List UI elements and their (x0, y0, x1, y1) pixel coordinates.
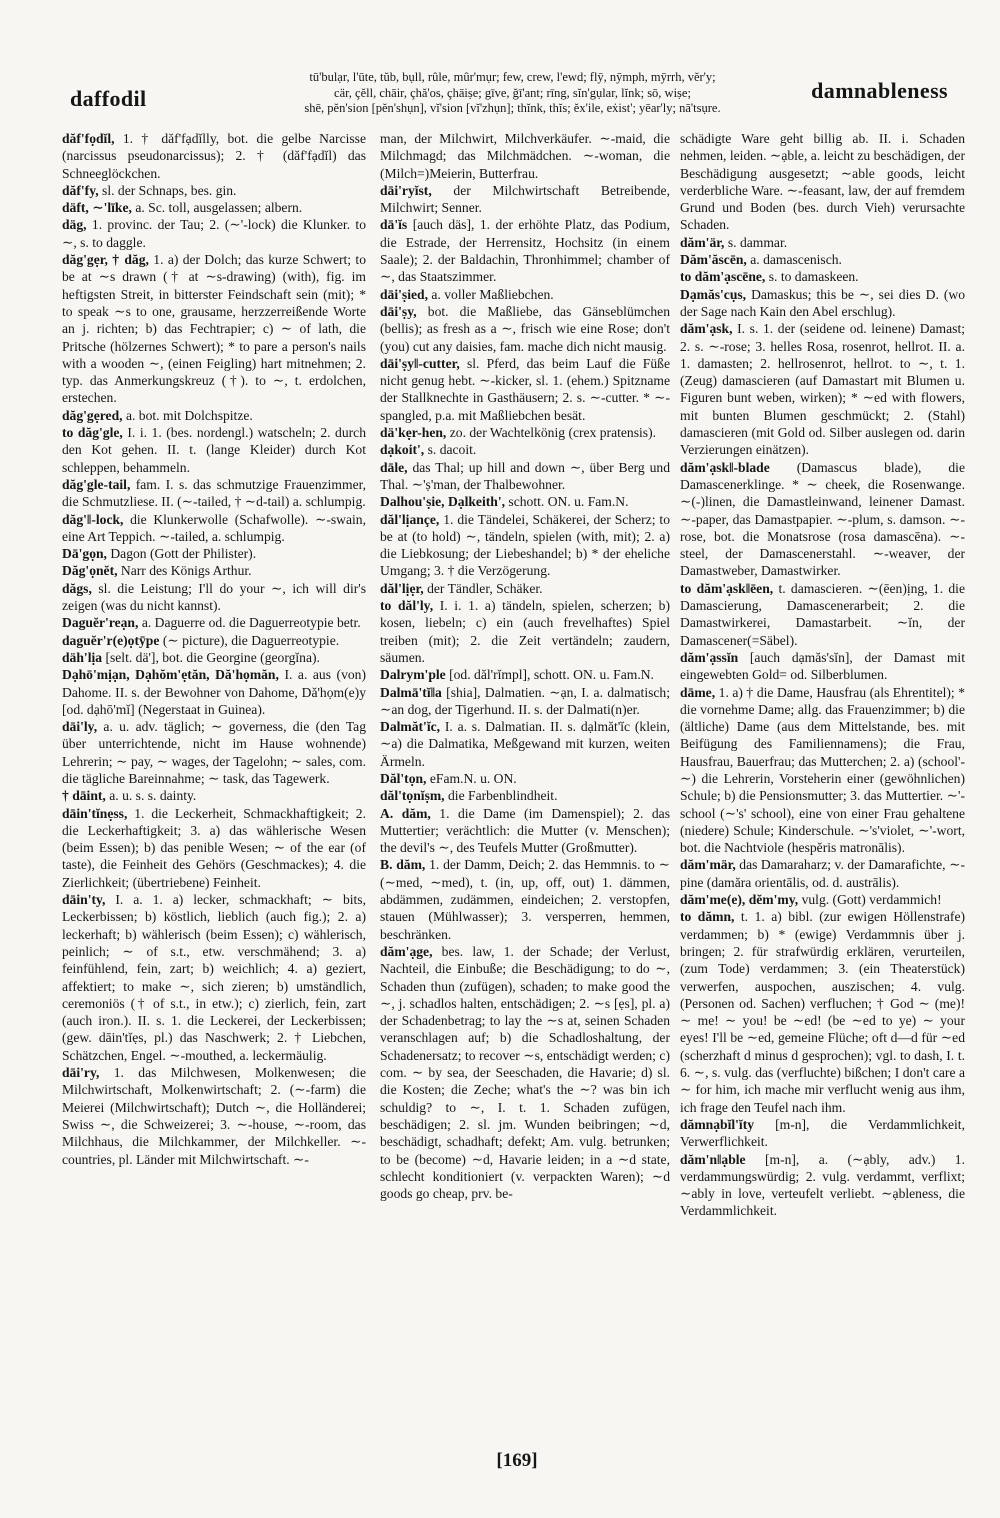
definition: sl. der Schnaps, bes. gin. (102, 182, 237, 198)
dictionary-entry (380, 856, 670, 942)
definition: vulg. (Gott) verdammich! (801, 892, 942, 908)
definition: Dagon (Gott der Philister). (110, 546, 257, 562)
definition: t. 1. a) bibl. (zur ewigen Höllenstrafe) verdammen; b) * (ewige) Verdammnis über j. bringen; 2. für strafwürdig erklären, verurteilen, (zum Tode) verdammen; 3. (ein Theaterstück) verwerfen, auspochen, auszischen; 4. vulg. (Personen od. Sachen) verfluchen; † God ∼ (me)! ∼ me! ∼ you! be ∼ed! (be ∼ed to ye) ∼ your eyes! I'll be ∼ed, gemeine Flüche; oft d—d für ∼ed (scherzhaft d minus d gesprochen); vgl. to dash, I. t. 6. ∼, s. vulg. das (verfluchte) bißchen; I don't care a ∼ for him, ich mache mir verflucht wenig aus ihm, ich frage den Teufel nach ihm. (680, 909, 965, 1115)
headword: dä'kẹr-hen, (380, 425, 447, 441)
dictionary-entry (380, 459, 670, 494)
headword: dăf'fọdĭl, (62, 131, 115, 146)
headword: dāi'ry, (62, 1065, 100, 1081)
pronunciation-key-line: cär, çĕll, chāir, çhă'os, çhāiṣe; gīve, ğī'ant; rīng, sĭn'gụlar, lĭnk; sō, wiṣe; (334, 85, 691, 100)
guide-word-right: damnableness (811, 78, 948, 103)
definition: a. bot. mit Dolchspitze. (125, 407, 253, 423)
headword: Dalmā'tĭ‖a (380, 684, 442, 700)
definition: I. a. 1. a) lecker, schmackhaft; ∼ bits, Leckerbissen; b) köstlich, lieblich (auch fig.); 2. a) leckerhaft; b) wählerisch (beim Essen); c) wählerisch, peinlich; ∼ of s.t., etw. verschmähend; 3. a) feinfühlend, fein, zart; b) weichlich; 4. a) geziert, affektiert; to make ∼, sich zieren; b) umständlich, ceremoniös († of s.t., in etw.); c) zierlich, fein, zart (auch iron.). II. s. 1. die Leckerei, der Leckerbissen; (gew. dāin'tĭẹs, pl.) das Naschwerk; 2. † Liebchen, Schätzchen, Engel. ∼-mouthed, a. leckermäulig. (62, 892, 366, 1063)
definition: I. a. s. Dalmatian. II. s. dạlmăt'ĭc (klein, ∼a) die Dalmatika, Meßgewand mit kurzen, weiten Ärmeln. (380, 719, 670, 769)
dictionary-entry (380, 787, 670, 804)
dictionary-entry (680, 251, 965, 268)
dictionary-entry (680, 320, 965, 458)
headword: däg, (62, 217, 87, 233)
headword: Dạhō'mịạn, Dạhŏm'ẹtăn, Dă'họmăn, (62, 667, 279, 683)
headword: dăm'ạssĭn (680, 649, 739, 665)
definition: schädigte Ware geht billig ab. II. i. Schaden nehmen, leiden. ∼ạble, a. leicht zu beschädigen, der Beschädigung ausgesetzt; ∼able goods, leicht verderbliche Ware. ∼-feasant, law, der auf fremdem Grund und Boden (bes. durch Vieh) verursachte Schaden. (680, 131, 965, 233)
definition: [m-n], die Verdammlichkeit, Verwerflichkeit. (680, 1116, 965, 1150)
definition: 1. die Tändelei, Schäkerei, der Scherz; to be at (to hold) ∼, tändeln, spielen (with, mit); 2. a) die Liebkosung; der Liebeshandel; b) * der eheliche Umgang; 3. † die Verzögerung. (380, 511, 670, 579)
headword: Dăm'ăscēn, (680, 252, 747, 268)
headword: dăgs, (62, 580, 92, 596)
definition: a. u. adv. täglich; ∼ governess, die (den Tag über unterrichtende, nicht im Hause wohnende) Lehrerin; ∼ pay, ∼ wages, der Tagelohn; ∼ sales, com. die tägliche Bareinnahme; ∼ task, das Tagewerk. (62, 719, 366, 786)
dictionary-entry (62, 562, 366, 579)
guide-word-left: daffodil (70, 86, 147, 111)
headword: to dămn, (680, 909, 735, 925)
definition: 1. das Milchwesen, Molkenwesen; die Milchwirtschaft, Molkenwirtschaft; 2. (∼-farm) die Meierei (Milchwirtschaft); Dutch ∼, die Holländerei; Swiss ∼, die Schweizerei; 3. ∼-house, ∼-room, das Milchhaus, die Milchkammer, der Milchkeller. ∼-countries, pl. Länder mit Milchwirtschaft. ∼- (62, 1065, 366, 1167)
headword: dăf'fy, (62, 182, 99, 198)
dictionary-entry (680, 649, 965, 684)
definition: [auch dạmăs'sĭn], der Damast mit eingewebten Gold= od. Silberblumen. (680, 649, 965, 683)
headword: to dăg'gle, (62, 425, 123, 441)
definition: [shia], Dalmatien. ∼ạn, I. a. dalmatisch; ∼an dog, der Tigerhund. II. s. der Dalmati(n)er. (380, 684, 670, 717)
headword: dăm'ạsk, (680, 321, 733, 337)
column-middle (380, 130, 670, 1444)
headword: A. dăm, (380, 805, 431, 821)
definition: [od. dăl'rĭmpl], schott. ON. u. Fam.N. (449, 667, 654, 683)
definition: 1. a) der Dolch; das kurze Schwert; to be at ∼s drawn († at ∼s-drawing) (with), fig. im heftigsten Streit, in bitterster Feindschaft sein (mit); * to speak ∼s to one, grausame, herzzerreißende Worte an j. richten; b) das Fechtrapier; c) ∼ of lath, die Pritsche (hölzernes Schwert); * to pare a person's nails with a wooden ∼, (einen Feigling) hart mitnehmen; 2. typ. das Anmerkungskreuz (†). to ∼, t. erdolchen, erstechen. (62, 252, 366, 406)
dictionary-entry (380, 286, 670, 303)
dictionary-entry (680, 234, 965, 251)
dictionary-entry (62, 632, 366, 649)
headword: Dalrym'ple (380, 667, 446, 683)
headword: dạkoit', (380, 442, 425, 458)
dictionary-entry (62, 805, 366, 891)
definition: bes. law, 1. der Schade; der Verlust, Nachteil, die Einbuße; die Beschädigung; to do ∼, Schaden thun (zufügen), schaden; to make good the ∼, j. schadlos halten, entschädigen; 2. ∼s [ẹs], pl. a) der Schadenbetrag; to lay the ∼s at, seinen Schaden veranschlagen auf; b) die Schadloshaltung, der Schadenersatz; to recover ∼s, entschädigt werden; c) com. ∼ by sea, der Seeschaden, die Havarie; d) sl. die Kosten; die Zeche; what's the ∼? was bin ich schuldig? to ∼, I. t. 1. Schaden zufügen, beschädigen; 2. sl. jm. Wunden beibringen; ∼d, beschädigt, schadhaft; defekt; Am. vulg. betrunken; to be (become) ∼d, Havarie leiden; in a ∼d state, schlecht konditioniert (v. verpackten Waren); ∼d goods go cheap, prv. be- (380, 943, 670, 1202)
dictionary-entry (62, 787, 366, 804)
headword: † dāint, (62, 788, 106, 804)
dictionary-entry (62, 580, 366, 615)
headword: dāin'ty, (62, 892, 106, 908)
dictionary-entry (62, 511, 366, 546)
column-right (680, 130, 965, 1444)
definition: t. damascieren. ∼(ēen)ịng, 1. die Damascierung, Damascenerarbeit; 2. die Damastwirkerei, Damastarbeit. ∼ĭn, der Damascener(=Säbel). (680, 580, 965, 648)
dictionary-entry (680, 684, 965, 857)
dictionary-entry (680, 268, 965, 285)
headword: Dalmăt'ĭc, (380, 719, 441, 735)
definition: I. i. 1. a) tändeln, spielen, scherzen; b) kosen, liebeln; c) ein (auch frevelhaftes) Spiel treiben (mit); 2. die Zeit vertändeln; zaudern, säumen. (380, 598, 670, 665)
definition: s. to damaskeen. (768, 269, 859, 285)
dictionary-entry (62, 199, 366, 216)
dictionary-entry (680, 856, 965, 891)
headword: Dăl'tọn, (380, 770, 427, 786)
definition: (∼ picture), die Daguerreotypie. (162, 632, 340, 648)
definition: s. dacoit. (427, 442, 477, 458)
dictionary-entry (62, 545, 366, 562)
dictionary-entry (62, 407, 366, 424)
headword: dăm'ạsk‖-blade (680, 459, 770, 475)
definition: a. u. s. s. dainty. (109, 788, 197, 804)
headword: Daguĕr'reạn, (62, 615, 139, 631)
dictionary-entry (680, 459, 965, 580)
dictionary-entry (380, 943, 670, 1202)
headword: dăl'lịançe, (380, 511, 440, 527)
definition: die Farbenblindheit. (448, 788, 558, 804)
headword: dāme, (680, 684, 716, 700)
dictionary-entry (380, 493, 670, 510)
definition: sl. die Leistung; I'll do your ∼, ich will dir's zeigen (was du nicht kannst). (62, 580, 366, 614)
pronunciation-key-line: shē, pĕn'sion [pĕn'shụn], vĭ'sion [vĭ'zhụn]; thĭnk, thĭs; ĕx'ile, eẋist'; yēar'ly; nā'tsụre. (304, 101, 721, 116)
headword: dăm'ạge, (380, 943, 433, 959)
headword: daguĕr'r(e)ọtȳpe (62, 632, 160, 648)
headword: to dăm'ạscēne, (680, 269, 766, 285)
dictionary-entry (62, 718, 366, 787)
entry-continuation (680, 130, 965, 234)
headword: dāi'ryĭst, (380, 182, 432, 198)
headword: to dăm'ạsk‖ēen, (680, 580, 774, 596)
headword: dăg'gle-tail, (62, 476, 131, 492)
definition: Damaskus; this be ∼, sei dies D. (wo der Sage nach Kain den Abel erschlug). (680, 286, 965, 319)
dictionary-entry (380, 511, 670, 580)
headword: dāi'ly, (62, 719, 98, 735)
pronunciation-key (225, 70, 800, 117)
definition: das Thal; up hill and down ∼, über Berg und Thal. ∼'ṣ'man, der Thalbewohner. (380, 459, 670, 492)
definition: [auch däs], 1. der erhöhte Platz, das Podium, die Estrade, der Herrensitz, Hochsitz (in einem Saale); 2. der Baldachin, Thronhimmel; chamber of ∼, das Staatszimmer. (380, 217, 670, 285)
definition: a. Sc. toll, ausgelassen; albern. (135, 200, 303, 216)
dictionary-entry (62, 424, 366, 476)
definition: zo. der Wachtelkönig (crex pratensis). (449, 425, 657, 441)
definition: I. s. 1. der (seidene od. leinene) Damast; 2. s. ∼-rose; 3. helles Rosa, rosenrot, hellrot. II. a. 1. damasten; 2. hellrosenrot, hellrot. to ∼, t. 1. (Zeug) damascieren (auf Damastart mit Blumen u. Figuren bunt weben, wirken); * ∼ed with flowers, mit bunten Blumen geschmückt; 2. (Stahl) damascieren (mit Gold od. Silber auslegen od. darin Verzierungen einätzen). (680, 321, 965, 458)
dictionary-entry (380, 580, 670, 597)
dictionary-entry (62, 1064, 366, 1168)
entry-continuation (380, 130, 670, 182)
headword: dăm'n‖ạble (680, 1151, 746, 1167)
definition: 1. die Leckerheit, Schmackhaftigkeit; 2. die Leckerhaftigkeit; 3. a) das wählerische Wesen (beim Essen); b) das penible Wesen; ∼ of the ear (of taste), die Feinheit des Gehörs (Geschmackes); 4. die Zierlichkeit; (übertriebene) Feinheit. (62, 805, 366, 890)
dictionary-entry (680, 891, 965, 908)
headword: Dā'gọn, (62, 546, 107, 562)
headword: Dăg'ọnĕt, (62, 563, 118, 579)
headword: dăg'gẹr, † dăg, (62, 252, 149, 268)
dictionary-entry (62, 891, 366, 1064)
headword: dāi'ṣy‖-cutter, (380, 355, 460, 371)
definition: 1. † dăf'fạdĭlly, bot. die gelbe Narcisse (narcissus pseudonarcissus); 2. † (dăf'fạdĭl) das Schneeglöckchen. (62, 131, 366, 181)
dictionary-entry (62, 182, 366, 199)
dictionary-entry (380, 355, 670, 424)
dictionary-entry (380, 303, 670, 355)
headword: dăm'me(e), dĕm'my, (680, 892, 799, 908)
dictionary-entry (62, 130, 366, 182)
headword: dāi'ṣied, (380, 286, 428, 302)
definition: I. i. 1. (bes. nordengl.) watscheln; 2. durch den Kot gehen. II. t. (lange Kleider) durch Kot schleppen, behammeln. (62, 425, 366, 475)
dictionary-entry (380, 216, 670, 285)
headword: dāi'ṣy, (380, 303, 417, 319)
dictionary-entry (380, 666, 670, 683)
dictionary-entry (380, 684, 670, 719)
definition: a. Daguerre od. die Daguerreotypie betr. (141, 615, 361, 631)
definition: s. dammar. (727, 234, 788, 250)
headword: to dăl'ly, (380, 598, 434, 614)
definition: Narr des Königs Arthur. (120, 563, 252, 579)
definition: der Tändler, Schäker. (427, 580, 543, 596)
dictionary-entry (62, 476, 366, 511)
dictionary-entry (62, 251, 366, 407)
headword: däh'lịa (62, 649, 103, 665)
definition: [selt. dä'], bot. die Georgine (georgĭna). (105, 649, 320, 665)
definition: sl. Pferd, das beim Lauf die Füße nicht genug hebt. ∼-kicker, sl. 1. (ehem.) Spitzname der Stallknechte in Gasthäusern; 2. s. ∼-cutter. * ∼-spangled, p.a. mit Maßliebchen besät. (380, 355, 670, 423)
headword: dăl'lịẹr, (380, 580, 424, 596)
definition: 1. die Dame (im Damenspiel); 2. das Muttertier; verächtlich: die Mutter (v. Menschen); the devil's ∼, des Teufels Mutter (Großmutter). (380, 805, 670, 856)
dictionary-entry (380, 770, 670, 787)
definition: 1. der Damm, Deich; 2. das Hemmnis. to ∼ (∼med, ∼med), t. (in, up, off, out) 1. dämmen, abdämmen, zudämmen, eindeichen; 2. verstopfen, stauen (Mühlwasser); 3. versperren, hemmen, beschränken. (380, 857, 670, 942)
definition: der Milchwirtschaft Betreibende, Milchwirt; Senner. (380, 182, 670, 216)
pronunciation-key-line: tū'bulạr, l'ūte, tŭb, bụll, rûle, mûr'mụr; few, crew, l'ewd; flȳ, nȳmph, mȳrrh, vĕr'y; (309, 70, 716, 84)
definition: bot. die Maßliebe, das Gänseblümchen (bellis); as fresh as a ∼, frisch wie eine Rose; don't (you) cut any daisies, fam. mache dich nicht mausig. (380, 303, 670, 354)
page-number: [169] (496, 1450, 538, 1471)
definition: man, der Milchwirt, Milchverkäufer. ∼-maid, die Milchmagd; das Milchmädchen. ∼-woman, die (Milch=)Meierin, Butterfrau. (380, 131, 670, 181)
dictionary-entry (380, 805, 670, 857)
definition: eFam.N. u. ON. (429, 770, 517, 786)
headword: dăl'tọnĭṣm, (380, 788, 445, 804)
column-left (62, 130, 366, 1444)
definition: (Damascus blade), die Damascenerklinge. * ∼ cheek, die Rosenwange. ∼(-)linen, die Damastleinwand, leinener Damast. ∼-paper, das Damastpapier. ∼-plum, s. damson. ∼-rose, bot. die Monatsrose (rosa damascēna). ∼-steel, der Damascenerstahl. ∼-weaver, der Damastweber, Damastwirker. (680, 459, 965, 579)
dictionary-entry (62, 666, 366, 718)
headword: dāle, (380, 459, 408, 475)
dictionary-entry (680, 580, 965, 649)
dictionary-entry (680, 1116, 965, 1151)
definition: [m-n], a. (∼ạbly, adv.) 1. verdammungswürdig; 2. vulg. verdammt, verflixt; ∼ably in love, verteufelt verliebt. ∼ạbleness, die Verdammlichkeit. (680, 1151, 965, 1219)
headword: Dạmăs'cụs, (680, 286, 747, 302)
headword: dăg'‖-lock, (62, 511, 124, 527)
headword: dā'ĭs (380, 217, 408, 233)
headword: Dalhou'ṣie, Dạlkeith', (380, 494, 506, 510)
dictionary-entry (380, 182, 670, 217)
definition: a. damascenisch. (750, 252, 842, 268)
definition: das Damaraharz; v. der Damarafichte, ∼-pine (damăra orientālis, od. d. austrālis). (680, 857, 965, 890)
dictionary-entry (380, 424, 670, 441)
headword: däft, ∼'līke, (62, 200, 132, 216)
dictionary-entry (62, 649, 366, 666)
definition: a. voller Maßliebchen. (431, 286, 554, 302)
dictionary-entry (380, 718, 670, 770)
dictionary-entry (680, 908, 965, 1116)
dictionary-entry (380, 597, 670, 666)
definition: die Klunkerwolle (Schafwolle). ∼-swain, eine Art Teppich. ∼-tailed, a. schlumpig. (62, 511, 366, 544)
headword: dăg'gẹred, (62, 407, 123, 423)
definition: I. a. aus (von) Dahome. II. s. der Bewohner von Dahome, Dă'họm(e)y [od. dạhō'mĭ] (Negerstaat in Guinea). (62, 667, 366, 717)
headword: dăm'mär, (680, 857, 736, 873)
headword: B. dăm, (380, 857, 426, 873)
definition: schott. ON. u. Fam.N. (508, 494, 629, 510)
headword: dăm'är, (680, 234, 725, 250)
dictionary-entry (62, 614, 366, 631)
dictionary-entry (380, 441, 670, 458)
headword: dāin'tĭnẹss, (62, 805, 128, 821)
headword: dămnạbĭl'ĭty (680, 1116, 755, 1132)
definition: 1. a) † die Dame, Hausfrau (als Ehrentitel); * die vornehme Dame; allg. das Frauenzimmer; b) die (ältliche) Dame (aus dem Mittelstande, bes. mit Beifügung des Familiennamens); die Frau, Hausfrau, Bauerfrau; das Mutterchen; 2. a) (school'-∼) die Lehrerin, Vorsteherin einer (gewöhnlichen) Schule; b) die Pensionsmutter; 3. das Muttertier. ∼'-school (∼'s' school), eine von einer Frau gehaltene (niedere) Schule; Kinderschule. ∼'s'violet, ∼'-wort, bot. die Nachtviole (hespĕris matronālis). (680, 684, 965, 856)
definition: fam. I. s. das schmutzige Frauenzimmer, die Schmutzliese. II. (∼-tailed, † ∼d-tail) a. schlumpig. (62, 476, 366, 510)
dictionary-entry (62, 216, 366, 251)
dictionary-entry (680, 1151, 965, 1220)
definition: 1. provinc. der Tau; 2. (∼'-lock) die Klunker. to ∼, s. to daggle. (62, 217, 366, 250)
dictionary-entry (680, 286, 965, 321)
